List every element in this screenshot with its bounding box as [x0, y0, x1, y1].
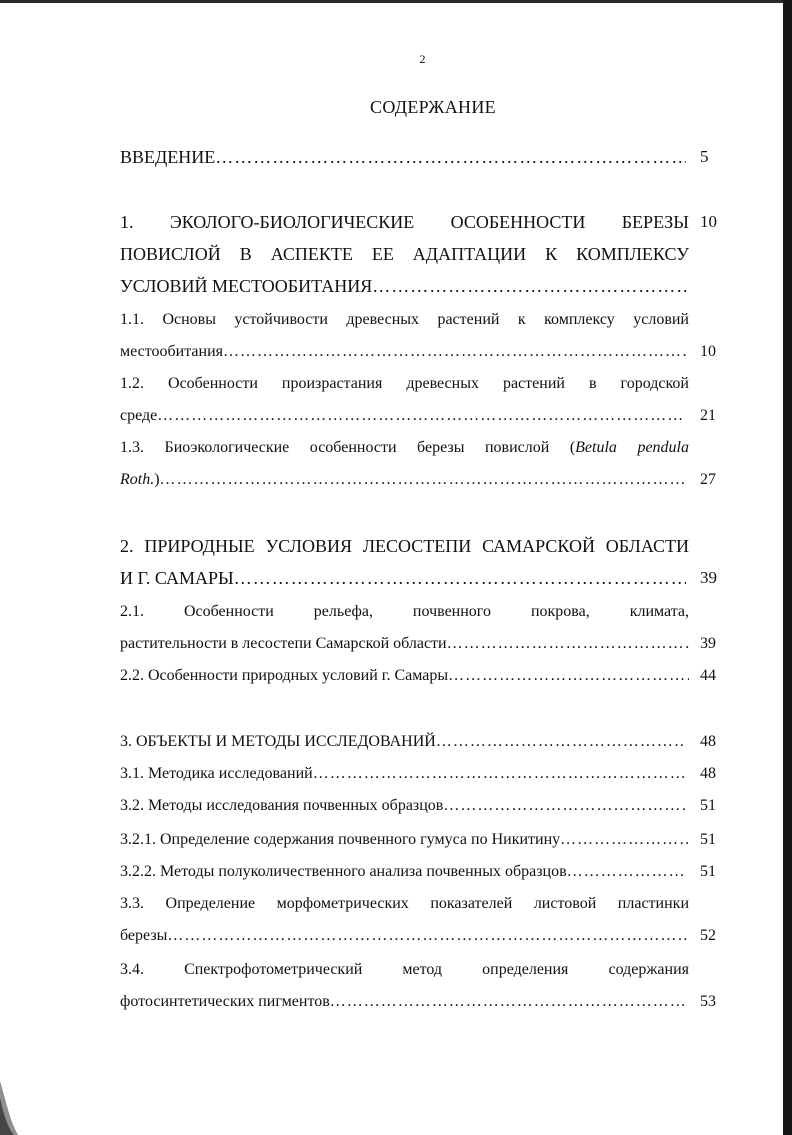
dot-leader [234, 563, 686, 593]
dot-leader [160, 465, 686, 495]
toc-section-1-3-line-2 [120, 465, 686, 495]
toc-section-3-2-1 [120, 825, 689, 855]
toc-entry-text: местообитания [120, 343, 223, 360]
dot-leader [157, 401, 686, 431]
toc-section-1-1-line-1: 1.1. Основы устойчивости древесных растений к комплексу условий [120, 311, 689, 328]
page-number: 2 [419, 52, 426, 66]
toc-section-1-3-line-1 [120, 433, 689, 463]
toc-section-2-1-line-2 [120, 629, 689, 659]
toc-chapter-3 [120, 727, 686, 757]
scan-artifact [0, 1073, 20, 1135]
toc-page-number: 51 [700, 831, 716, 848]
toc-page-number: 53 [700, 993, 716, 1010]
toc-page-number: 52 [700, 927, 716, 944]
toc-entry-text: ВВЕДЕНИЕ [120, 147, 216, 167]
closing-paren: ) [154, 471, 160, 488]
toc-entry-text: 3.1. Методика исследований [120, 765, 313, 782]
dot-leader [167, 921, 689, 951]
toc-page-number: 48 [700, 765, 716, 782]
dot-leader [448, 661, 689, 691]
scan-top-edge [0, 0, 792, 3]
dot-leader [447, 629, 689, 659]
dot-leader [567, 857, 686, 887]
toc-page-number: 27 [700, 471, 716, 488]
toc-entry-text: фотосинтетических пигментов [120, 993, 330, 1010]
toc-section-1-1-line-2 [120, 337, 686, 367]
toc-entry-intro [120, 142, 686, 172]
toc-chapter-1-line-1: 1. ЭКОЛОГО-БИОЛОГИЧЕСКИЕ ОСОБЕННОСТИ БЕРЕЗЫ [120, 212, 689, 232]
toc-chapter-1-line-3 [120, 271, 689, 301]
toc-entry-text: 1.3. Биоэкологические особенности березы повислой ( [120, 439, 576, 456]
toc-page-number: 21 [700, 407, 716, 424]
dot-leader [560, 825, 689, 855]
toc-entry-text: растительности в лесостепи Самарской области [120, 635, 447, 652]
dot-leader [215, 142, 686, 172]
dot-leader [330, 987, 686, 1017]
dot-leader [372, 271, 689, 301]
toc-page-number: 39 [700, 635, 716, 652]
scan-right-edge [783, 0, 792, 1135]
toc-entry-text: УСЛОВИЙ МЕСТООБИТАНИЯ [120, 276, 373, 296]
toc-chapter-1-line-2: ПОВИСЛОЙ В АСПЕКТЕ ЕЕ АДАПТАЦИИ К КОМПЛЕКСУ [120, 244, 689, 264]
toc-section-3-1 [120, 759, 686, 789]
toc-page-number: 5 [700, 147, 709, 166]
toc-section-3-4-line-1: 3.4. Спектрофотометрический метод определения содержания [120, 961, 689, 978]
toc-page-number: 51 [700, 863, 716, 880]
toc-chapter-2-line-2 [120, 563, 686, 593]
dot-leader [443, 791, 686, 821]
toc-entry-text: И Г. САМАРЫ [120, 568, 234, 588]
toc-entry-text: 3.2.1. Определение содержания почвенного гумуса по Никитину [120, 831, 561, 848]
toc-entry-text: березы [120, 927, 168, 944]
dot-leader [313, 759, 686, 789]
toc-section-3-3-line-1: 3.3. Определение морфометрических показателей листовой пластинки [120, 895, 689, 912]
dot-leader [436, 727, 686, 757]
toc-entry-text: 2.2. Особенности природных условий г. Самары [120, 667, 449, 684]
toc-section-3-2 [120, 791, 686, 821]
toc-title: СОДЕРЖАНИЕ [370, 97, 496, 117]
latin-author: Roth. [120, 471, 155, 488]
toc-page-number: 10 [700, 212, 717, 231]
toc-entry-text: 3. ОБЪЕКТЫ И МЕТОДЫ ИССЛЕДОВАНИЙ [120, 733, 436, 750]
toc-page-number: 39 [700, 568, 717, 587]
latin-name: Betula pendula [575, 439, 689, 456]
toc-page-number: 48 [700, 733, 716, 750]
toc-section-3-4-line-2 [120, 987, 686, 1017]
toc-entry-text: среде [120, 407, 158, 424]
toc-entry-text [120, 465, 160, 495]
toc-page-number: 44 [700, 667, 716, 684]
toc-section-3-2-2 [120, 857, 686, 887]
toc-section-1-2-line-1: 1.2. Особенности произрастания древесных растений в городской [120, 375, 689, 392]
toc-page-number: 10 [700, 343, 716, 360]
toc-entry-text: 3.2. Методы исследования почвенных образцов [120, 797, 444, 814]
toc-section-3-3-line-2 [120, 921, 689, 951]
toc-entry-text: 3.2.2. Методы полуколичественного анализа почвенных образцов [120, 863, 567, 880]
dot-leader [223, 337, 686, 367]
toc-chapter-2-line-1: 2. ПРИРОДНЫЕ УСЛОВИЯ ЛЕСОСТЕПИ САМАРСКОЙ ОБЛАСТИ [120, 536, 689, 556]
toc-page-number: 51 [700, 797, 716, 814]
toc-section-1-2-line-2 [120, 401, 686, 431]
toc-section-2-2 [120, 661, 689, 691]
toc-section-2-1-line-1: 2.1. Особенности рельефа, почвенного покрова, климата, [120, 603, 689, 620]
